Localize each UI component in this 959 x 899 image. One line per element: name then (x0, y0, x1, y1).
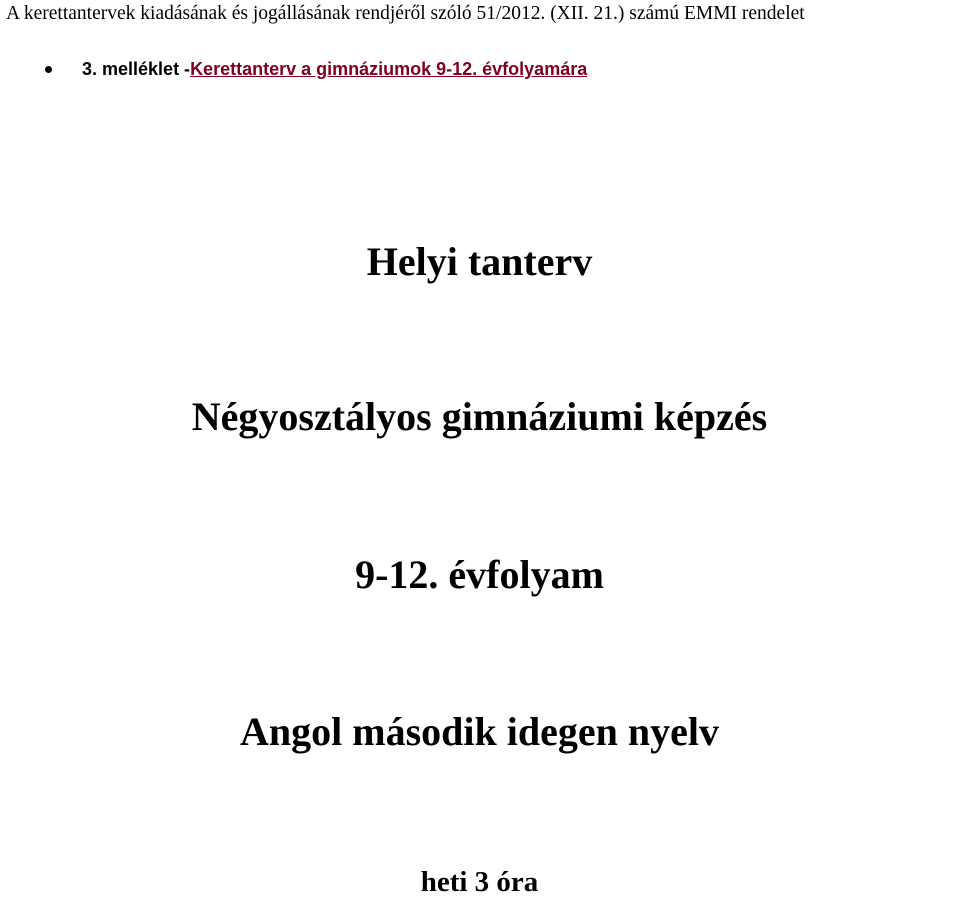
program-title: Négyosztályos gimnáziumi képzés (191, 394, 768, 439)
subject-title: Angol második idegen nyelv (240, 709, 719, 754)
curriculum-link[interactable]: Kerettanterv a gimnáziumok 9-12. évfolyamára (190, 59, 588, 79)
grades-title: 9-12. évfolyam (355, 552, 604, 597)
document-title: Helyi tanterv (366, 239, 593, 284)
regulation-title: A kerettantervek kiadásának és jogállásának rendjéről szóló 51/2012. (XII. 21.) számú EMMI rendelet (6, 3, 805, 24)
weekly-hours: heti 3 óra (420, 866, 539, 898)
bullet-icon (45, 66, 52, 73)
annex-list-item (45, 57, 587, 81)
annex-prefix: 3. melléklet - (82, 59, 191, 79)
